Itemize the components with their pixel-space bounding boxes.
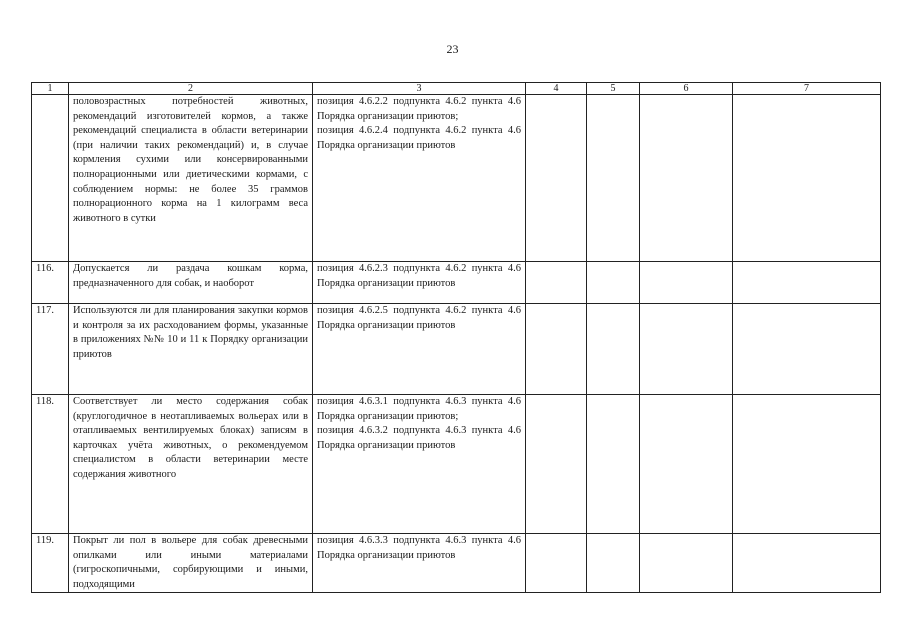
answer-cell-6 — [640, 262, 733, 304]
column-header-4: 4 — [526, 83, 587, 95]
column-header-1: 1 — [32, 83, 69, 95]
table-row — [32, 95, 881, 262]
row-number: 119. — [32, 534, 69, 593]
question-text: Используются ли для планирования закупки кормов и контроля за их расходованием формы, указанные в приложениях №№ 10 и 11 к Порядку организации приютов — [69, 304, 313, 395]
legal-reference — [313, 95, 526, 262]
reference-line: позиция 4.6.3.3 подпункта 4.6.3 пункта 4.6 Порядка организации приютов — [317, 535, 521, 561]
answer-cell-4 — [526, 95, 587, 262]
table-row — [32, 262, 881, 304]
column-header-5: 5 — [587, 83, 640, 95]
answer-cell-7 — [733, 534, 881, 593]
reference-line: позиция 4.6.2.4 подпункта 4.6.2 пункта 4.6 Порядка организации приютов — [317, 125, 521, 151]
answer-cell-7 — [733, 395, 881, 534]
reference-line: позиция 4.6.3.1 подпункта 4.6.3 пункта 4.6 Порядка организации приютов; — [317, 396, 521, 422]
page-number: 23 — [446, 42, 459, 56]
answer-cell-6 — [640, 534, 733, 593]
column-header-6: 6 — [640, 83, 733, 95]
table-row — [32, 395, 881, 534]
checklist-table — [31, 82, 881, 593]
legal-reference — [313, 304, 526, 395]
answer-cell-7 — [733, 304, 881, 395]
table-row — [32, 534, 881, 593]
row-number — [32, 95, 69, 262]
answer-cell-5 — [587, 534, 640, 593]
answer-cell-4 — [526, 304, 587, 395]
answer-cell-5 — [587, 262, 640, 304]
answer-cell-5 — [587, 395, 640, 534]
question-text: Допускается ли раздача кошкам корма, предназначенного для собак, и наоборот — [69, 262, 313, 304]
column-header-3: 3 — [313, 83, 526, 95]
table-row — [32, 304, 881, 395]
answer-cell-4 — [526, 534, 587, 593]
legal-reference — [313, 262, 526, 304]
reference-line: позиция 4.6.2.2 подпункта 4.6.2 пункта 4.6 Порядка организации приютов; — [317, 96, 521, 122]
answer-cell-5 — [587, 304, 640, 395]
legal-reference — [313, 395, 526, 534]
row-number: 118. — [32, 395, 69, 534]
answer-cell-7 — [733, 262, 881, 304]
answer-cell-5 — [587, 95, 640, 262]
answer-cell-4 — [526, 395, 587, 534]
table-header-row — [32, 83, 881, 95]
question-text: Соответствует ли место содержания собак (круглогодичное в неотапливаемых вольерах или в отапливаемых вентилируемых блоках) записям в карточках учёта животных, о рекомендуемом специалистом в области ветеринарии месте содержания животного — [69, 395, 313, 534]
answer-cell-6 — [640, 395, 733, 534]
answer-cell-7 — [733, 95, 881, 262]
legal-reference — [313, 534, 526, 593]
reference-line: позиция 4.6.2.5 подпункта 4.6.2 пункта 4.6 Порядка организации приютов — [317, 305, 521, 331]
column-header-2: 2 — [69, 83, 313, 95]
reference-line: позиция 4.6.2.3 подпункта 4.6.2 пункта 4.6 Порядка организации приютов — [317, 263, 521, 289]
row-number: 116. — [32, 262, 69, 304]
question-text: Покрыт ли пол в вольере для собак древесными опилками или иными материалами (гигроскопичными, сорбирующими и иными, подходящими — [69, 534, 313, 593]
column-header-7: 7 — [733, 83, 881, 95]
row-number: 117. — [32, 304, 69, 395]
reference-line: позиция 4.6.3.2 подпункта 4.6.3 пункта 4.6 Порядка организации приютов — [317, 425, 521, 451]
answer-cell-6 — [640, 95, 733, 262]
answer-cell-4 — [526, 262, 587, 304]
question-text: половозрастных потребностей животных, рекомендаций изготовителей кормов, а также рекомендаций специалиста в области ветеринарии (при наличии таких рекомендаций) и, в случае кормления сухими или консервированными полнорационными или диетическими кормами, с соблюдением нормы: не более 35 граммов полнорационного корма на 1 килограмм веса животного в сутки — [69, 95, 313, 262]
answer-cell-6 — [640, 304, 733, 395]
